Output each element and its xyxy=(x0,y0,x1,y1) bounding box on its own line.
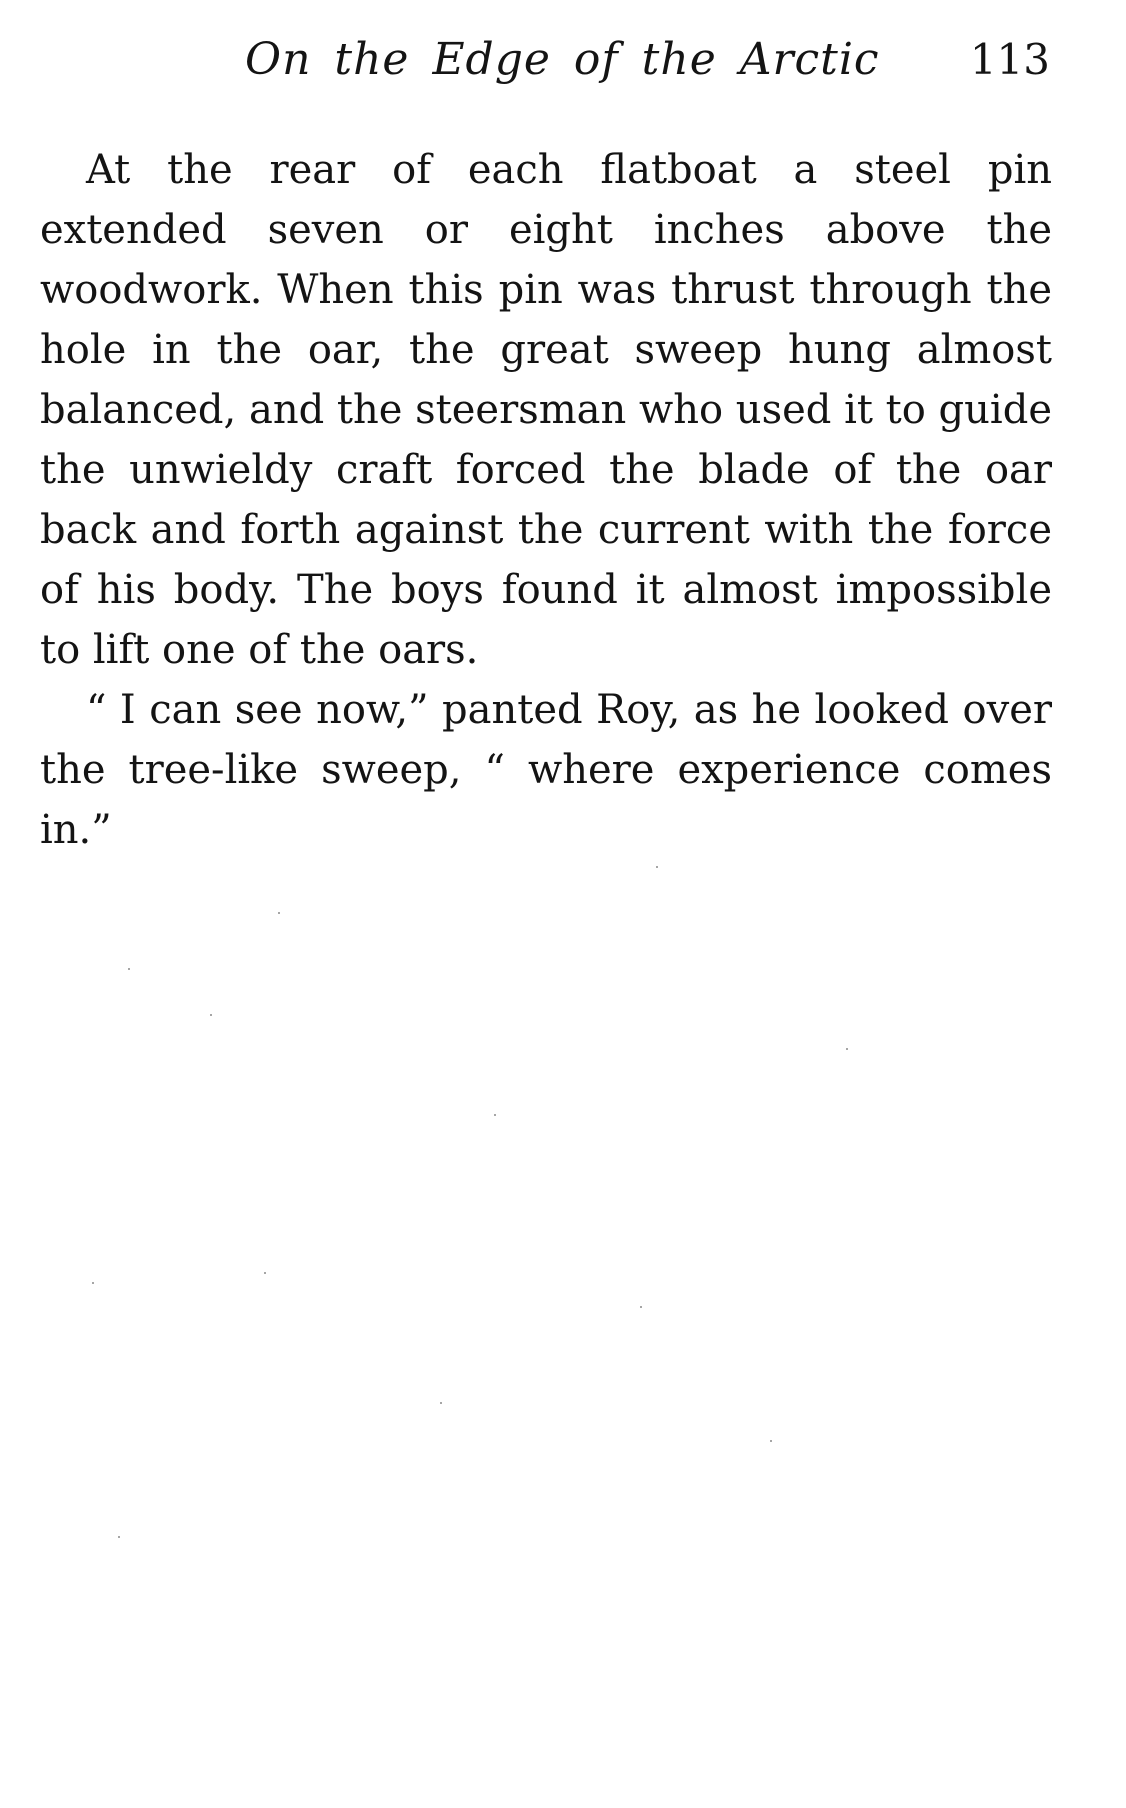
body-text xyxy=(40,140,1052,860)
scan-speck xyxy=(210,1014,212,1016)
scan-speck xyxy=(278,912,280,914)
scan-speck xyxy=(128,968,130,970)
scan-speck xyxy=(770,1440,772,1442)
paragraph-2: “ I can see now,” panted Roy, as he looked over the tree-like sweep, “ where experience comes in.” xyxy=(40,687,1052,853)
paragraph-1: At the rear of each flatboat a steel pin extended seven or eight inches above the woodwork. When this pin was thrust through the hole in the oar, the great sweep hung almost balanced, and the steersman who used it to guide the unwieldy craft forced the blade of the oar back and forth against the current with the force of his body. The boys found it almost impossible to lift one of the oars. xyxy=(40,147,1052,673)
scan-speck xyxy=(264,1272,266,1274)
scan-speck xyxy=(846,1048,848,1050)
scan-speck xyxy=(494,1114,496,1116)
running-title: On the Edge of the Arctic xyxy=(245,34,880,85)
running-head xyxy=(40,30,1050,90)
scan-speck xyxy=(92,1282,94,1284)
scan-speck xyxy=(440,1402,442,1404)
page-number: 113 xyxy=(969,35,1050,84)
scan-speck xyxy=(656,866,658,868)
scan-speck xyxy=(640,1306,642,1308)
scan-speck xyxy=(118,1536,120,1538)
